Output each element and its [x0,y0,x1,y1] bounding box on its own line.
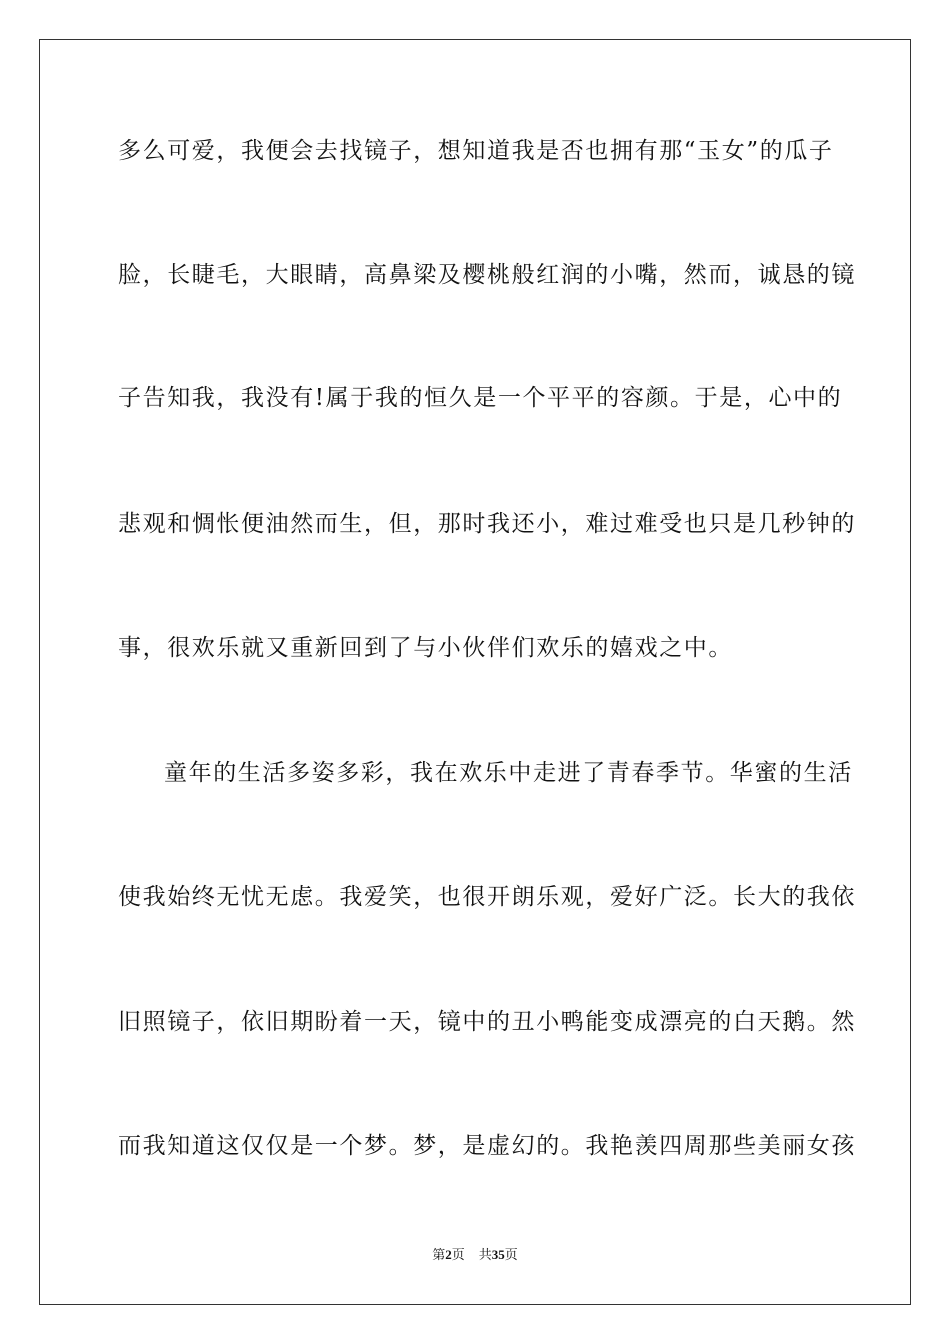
body-line-5: 事，很欢乐就又重新回到了与小伙伴们欢乐的嬉戏之中。 [118,635,733,661]
body-line-2: 脸，长睫毛，大眼睛，高鼻梁及樱桃般红润的小嘴，然而，诚恳的镜 [118,262,856,288]
paragraph-2-line-1: 童年的生活多姿多彩，我在欢乐中走进了青春季节。华蜜的生活 [164,760,853,786]
page-number: 2 [445,1247,452,1262]
page-prefix: 第 [432,1248,446,1263]
paragraph-2-line-4: 而我知道这仅仅是一个梦。梦，是虚幻的。我艳羡四周那些美丽女孩 [118,1133,856,1159]
page-footer [0,1246,950,1265]
total-prefix: 共 [478,1248,492,1263]
body-line-3: 子告知我，我没有!属于我的恒久是一个平平的容颜。于是，心中的 [118,385,843,411]
page-border [39,39,911,1305]
total-suffix: 页 [504,1248,518,1263]
total-pages: 35 [491,1247,505,1262]
body-line-4: 悲观和惆怅便油然而生，但，那时我还小，难过难受也只是几秒钟的 [118,511,856,537]
body-line-1: 多么可爱，我便会去找镜子，想知道我是否也拥有那“玉女”的瓜子 [118,138,834,164]
paragraph-2-line-3: 旧照镜子，依旧期盼着一天，镜中的丑小鸭能变成漂亮的白天鹅。然 [118,1009,856,1035]
page-suffix: 页 [451,1248,465,1263]
paragraph-2-line-2: 使我始终无忧无虑。我爱笑，也很开朗乐观，爱好广泛。长大的我依 [118,884,856,910]
